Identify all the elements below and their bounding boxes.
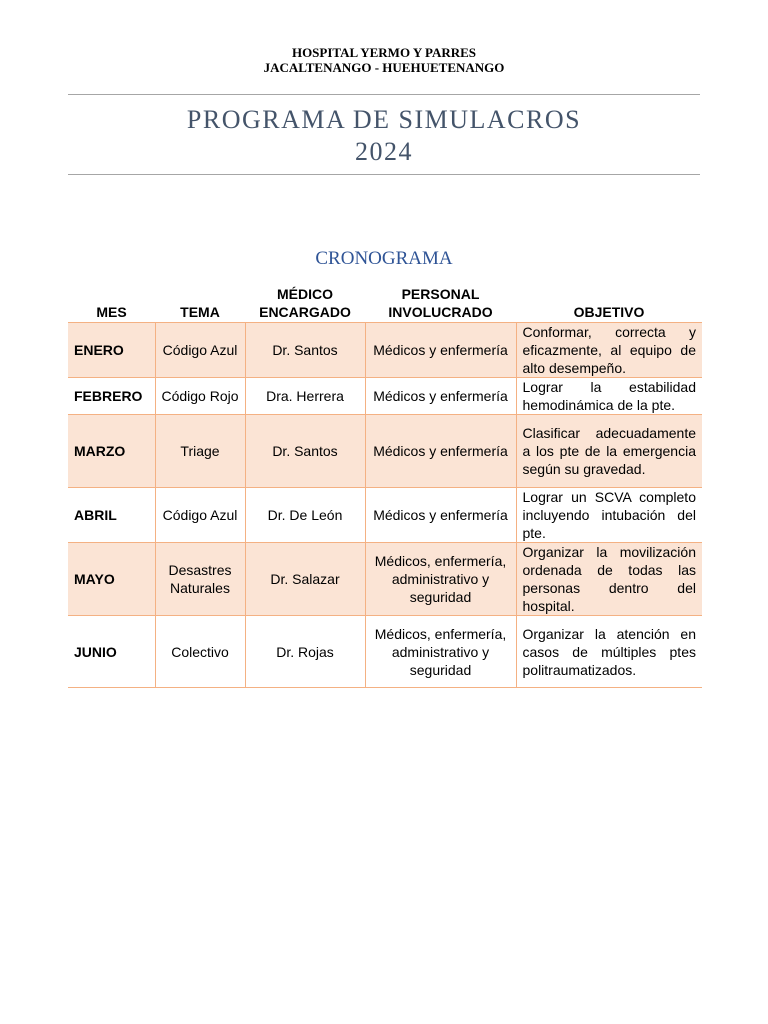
- header-medico-line2: ENCARGADO: [259, 304, 351, 320]
- cell-mes: FEBRERO: [68, 378, 155, 415]
- cell-mes: MAYO: [68, 543, 155, 616]
- cell-medico: Dr. Rojas: [245, 616, 365, 688]
- cell-tema: Triage: [155, 415, 245, 488]
- cell-objetivo: Lograr un SCVA completo incluyendo intubación del pte.: [516, 488, 702, 543]
- schedule-table: [68, 284, 702, 688]
- header-mes: MES: [68, 284, 155, 323]
- header-tema: TEMA: [155, 284, 245, 323]
- cell-objetivo: Organizar la atención en casos de múltiples ptes politraumatizados.: [516, 616, 702, 688]
- cell-objetivo: Clasificar adecuadamente a los pte de la emergencia según su gravedad.: [516, 415, 702, 488]
- cell-medico: Dra. Herrera: [245, 378, 365, 415]
- header-objetivo: OBJETIVO: [516, 284, 702, 323]
- cell-tema: Código Rojo: [155, 378, 245, 415]
- cell-medico: Dr. De León: [245, 488, 365, 543]
- cell-mes: ABRIL: [68, 488, 155, 543]
- cell-objetivo: Organizar la movilización ordenada de todas las personas dentro del hospital.: [516, 543, 702, 616]
- cell-tema: Desastres Naturales: [155, 543, 245, 616]
- section-title: CRONOGRAMA: [315, 248, 453, 269]
- header-medico-line1: MÉDICO: [277, 286, 333, 302]
- title-year: 2024: [355, 137, 413, 166]
- cell-personal: Médicos, enfermería, administrativo y seguridad: [365, 616, 516, 688]
- cell-personal: Médicos, enfermería, administrativo y seguridad: [365, 543, 516, 616]
- header-medico: [245, 284, 365, 323]
- cell-personal: Médicos y enfermería: [365, 488, 516, 543]
- cell-personal: Médicos y enfermería: [365, 415, 516, 488]
- document-title: [0, 104, 768, 168]
- table-row: [68, 616, 702, 688]
- cell-medico: Dr. Santos: [245, 415, 365, 488]
- table-row: [68, 543, 702, 616]
- cell-objetivo: Conformar, correcta y eficazmente, al equipo de alto desempeño.: [516, 323, 702, 378]
- cell-mes: JUNIO: [68, 616, 155, 688]
- document-header: [0, 45, 768, 75]
- hospital-name: HOSPITAL YERMO Y PARRES: [291, 45, 477, 60]
- header-divider-bottom: [68, 174, 700, 175]
- header-personal: [365, 284, 516, 323]
- header-divider-top: [68, 94, 700, 95]
- cell-personal: Médicos y enfermería: [365, 323, 516, 378]
- table-row: [68, 378, 702, 415]
- cell-objetivo: Lograr la estabilidad hemodinámica de la pte.: [516, 378, 702, 415]
- cell-mes: ENERO: [68, 323, 155, 378]
- cell-tema: Colectivo: [155, 616, 245, 688]
- cell-mes: MARZO: [68, 415, 155, 488]
- cell-medico: Dr. Santos: [245, 323, 365, 378]
- header-personal-line2: INVOLUCRADO: [388, 304, 493, 320]
- cell-tema: Código Azul: [155, 323, 245, 378]
- cell-personal: Médicos y enfermería: [365, 378, 516, 415]
- header-personal-line1: PERSONAL: [401, 286, 480, 302]
- title-line-1: PROGRAMA DE SIMULACROS: [186, 105, 582, 134]
- cell-medico: Dr. Salazar: [245, 543, 365, 616]
- cell-tema: Código Azul: [155, 488, 245, 543]
- table-row: [68, 488, 702, 543]
- table-row: [68, 323, 702, 378]
- table-header-row: [68, 284, 702, 323]
- table-row: [68, 415, 702, 488]
- hospital-location: JACALTENANGO - HUEHUETENANGO: [263, 60, 505, 75]
